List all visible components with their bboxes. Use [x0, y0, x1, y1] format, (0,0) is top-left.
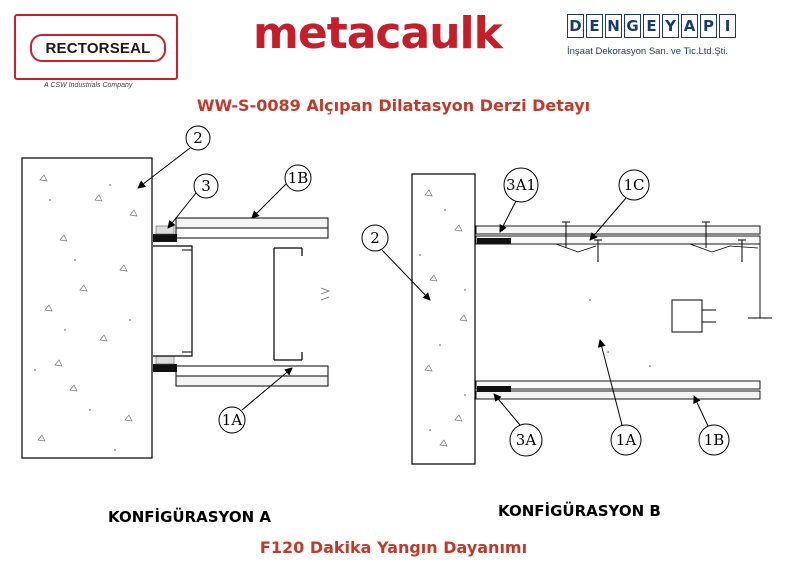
callout-b-stud: 1A	[615, 431, 637, 449]
callout-b-sealant-top: 3A1	[506, 176, 536, 194]
concrete-wall-a	[22, 158, 152, 458]
sealant-top-b	[477, 238, 511, 244]
config-b-drawing	[362, 168, 772, 464]
cavity-dots-b	[589, 299, 651, 367]
concrete-wall-b	[412, 174, 475, 464]
track-a	[153, 246, 192, 356]
break-symbol-b	[748, 244, 772, 318]
dengeyapi-letter: Y	[662, 14, 679, 38]
leader-line	[252, 184, 286, 218]
dengeyapi-letter: N	[605, 14, 622, 38]
config-a-caption: KONFİGÜRASYON A	[108, 508, 272, 526]
stud-a	[274, 248, 302, 360]
gypsum-board-bottom-inner	[176, 366, 328, 376]
sealant-bottom-a	[153, 364, 177, 372]
dengeyapi-letter: E	[643, 14, 660, 38]
callout-a-board-top: 1B	[287, 169, 309, 187]
gypsum-board-top-outer	[176, 218, 328, 228]
callout-a-sealant: 3	[201, 177, 211, 195]
dengeyapi-letter: E	[586, 14, 603, 38]
gypsum-board-b-bottom-2	[476, 391, 760, 399]
dengeyapi-letter: G	[624, 14, 641, 38]
rectorseal-tagline: A CSW Industrials Company	[44, 82, 133, 89]
callout-b-sealant-bottom: 3A	[515, 431, 537, 449]
gypsum-board-top-inner	[176, 228, 328, 238]
fire-rating-caption: F120 Dakika Yangın Dayanımı	[259, 538, 528, 557]
gypsum-board-b-top-2	[476, 236, 760, 244]
metal-clips-b	[556, 244, 758, 252]
gypsum-board-bottom-outer	[176, 376, 328, 386]
sealant-top-a	[153, 234, 177, 242]
dengeyapi-letter: D	[567, 14, 584, 38]
leader-line	[694, 396, 708, 426]
callout-b-wall: 2	[370, 229, 380, 247]
config-a-drawing	[22, 126, 329, 458]
dengeyapi-subtitle: İnşaat Dekorasyon San. ve Tic.Ltd.Şti.	[567, 46, 729, 57]
break-symbol-a	[321, 288, 329, 300]
stud-b	[672, 300, 702, 332]
callout-b-screws: 1C	[623, 176, 645, 194]
dengeyapi-letter: I	[719, 14, 736, 38]
rectorseal-name: RECTORSEAL	[45, 39, 151, 57]
gypsum-board-b-bottom-1	[476, 381, 760, 389]
gypsum-board-b-top-1	[476, 226, 760, 234]
callout-b-board: 1B	[703, 431, 725, 449]
metacaulk-logo: metacaulk	[253, 8, 502, 59]
backer-rod-top-a	[156, 226, 174, 234]
dengeyapi-letter: A	[681, 14, 698, 38]
backer-rod-bottom-a	[156, 356, 174, 364]
callout-a-wall: 2	[193, 129, 203, 147]
dengeyapi-letter: P	[700, 14, 717, 38]
stud-b-lips	[702, 310, 716, 322]
page-title: WW-S-0089 Alçıpan Dilatasyon Derzi Detayı	[196, 96, 591, 115]
callout-a-board-bottom: 1A	[221, 411, 243, 429]
config-b-caption: KONFİGÜRASYON B	[498, 502, 661, 520]
sealant-bottom-b	[477, 386, 511, 392]
track-lips-a	[182, 250, 192, 352]
